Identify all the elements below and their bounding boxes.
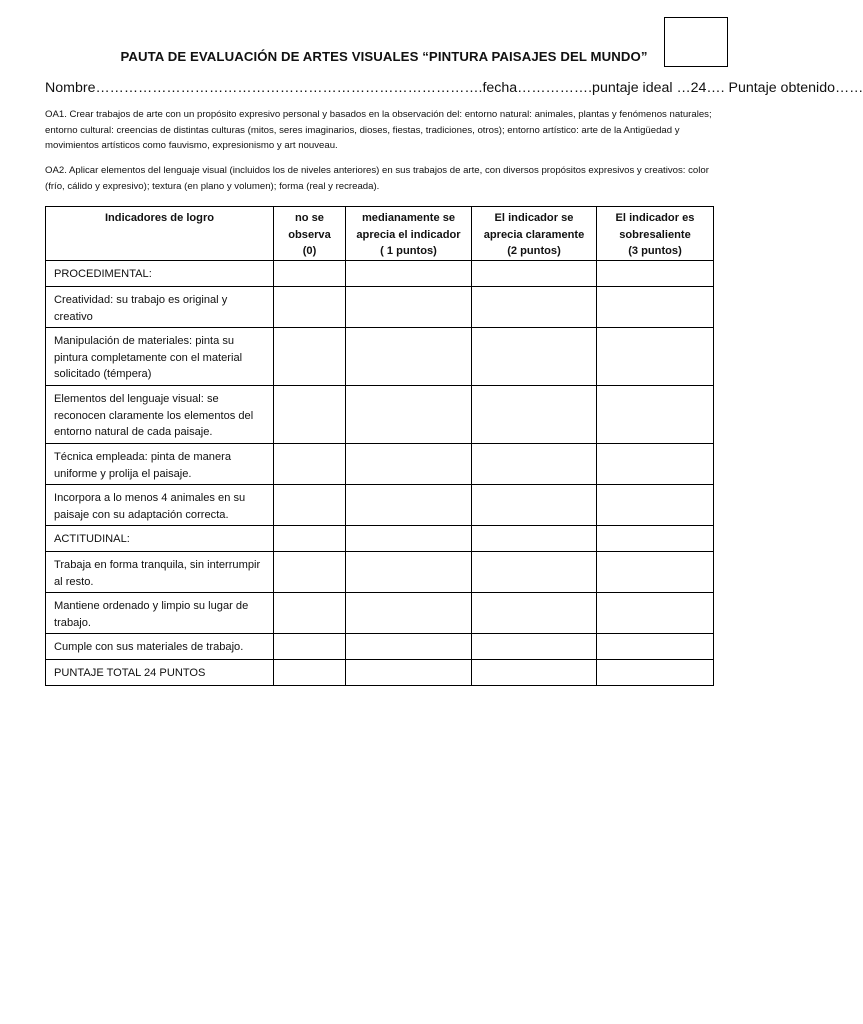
header-level-3 bbox=[597, 207, 714, 261]
indicator-label: PROCEDIMENTAL: bbox=[46, 261, 274, 287]
score-cell-0[interactable] bbox=[274, 287, 346, 328]
table-row bbox=[46, 485, 714, 526]
indicator-label: ACTITUDINAL: bbox=[46, 526, 274, 552]
score-cell-2[interactable] bbox=[472, 593, 597, 634]
table-row bbox=[46, 386, 714, 444]
indicator-label: PUNTAJE TOTAL 24 PUNTOS bbox=[46, 660, 274, 686]
indicator-label: Cumple con sus materiales de trabajo. bbox=[46, 634, 274, 660]
table-row bbox=[46, 660, 714, 686]
score-cell-0[interactable] bbox=[274, 261, 346, 287]
header-level-0 bbox=[274, 207, 346, 261]
score-cell-3[interactable] bbox=[597, 526, 714, 552]
score-cell-0[interactable] bbox=[274, 485, 346, 526]
objective-oa1: OA1. Crear trabajos de arte con un propósito expresivo personal y basados en la observación del: entorno natural: animales, plantas y fenómenos naturales; entorno cultural: creencias de distintas culturas (mitos, seres imaginarios, dioses, fiestas, tradiciones, otros); entorno artístico: arte de la Antigüedad y movimientos artísticos como fauvismo, expresionismo y art nouveau. bbox=[45, 109, 712, 151]
score-cell-2[interactable] bbox=[472, 444, 597, 485]
score-cell-2[interactable] bbox=[472, 287, 597, 328]
score-cell-1[interactable] bbox=[346, 444, 472, 485]
header-line: (0) bbox=[302, 245, 317, 257]
rubric-header-row bbox=[46, 207, 714, 261]
score-cell-3[interactable] bbox=[597, 261, 714, 287]
header-line: medianamente se bbox=[361, 212, 456, 224]
student-info-line: Nombre……………………………………………………………………….fecha…………….puntaje ideal …24…. Puntaje obtenido…… bbox=[45, 80, 863, 96]
score-cell-2[interactable] bbox=[472, 526, 597, 552]
header-line: sobresaliente bbox=[619, 228, 691, 241]
score-cell-1[interactable] bbox=[346, 552, 472, 593]
score-cell-2[interactable] bbox=[472, 485, 597, 526]
score-cell-1[interactable] bbox=[346, 287, 472, 328]
score-cell-0[interactable] bbox=[274, 328, 346, 386]
score-cell-0[interactable] bbox=[274, 386, 346, 444]
indicator-label: Manipulación de materiales: pinta su pintura completamente con el material solicitado (témpera) bbox=[46, 328, 274, 386]
table-row bbox=[46, 287, 714, 328]
indicator-label: Técnica empleada: pinta de manera uniforme y prolija el paisaje. bbox=[46, 444, 274, 485]
score-cell-1[interactable] bbox=[346, 261, 472, 287]
score-cell-1[interactable] bbox=[346, 526, 472, 552]
score-cell-3[interactable] bbox=[597, 287, 714, 328]
header-level-1 bbox=[346, 207, 472, 261]
header-line: El indicador es bbox=[615, 212, 695, 224]
score-cell-0[interactable] bbox=[274, 660, 346, 686]
table-row bbox=[46, 261, 714, 287]
header-line: El indicador se bbox=[494, 212, 574, 224]
score-cell-3[interactable] bbox=[597, 328, 714, 386]
indicator-label: Creatividad: su trabajo es original y creativo bbox=[46, 287, 274, 328]
score-cell-2[interactable] bbox=[472, 261, 597, 287]
score-cell-3[interactable] bbox=[597, 552, 714, 593]
header-line: (3 puntos) bbox=[628, 245, 682, 257]
score-cell-3[interactable] bbox=[597, 660, 714, 686]
score-cell-1[interactable] bbox=[346, 593, 472, 634]
score-cell-2[interactable] bbox=[472, 328, 597, 386]
header-line: Indicadores de logro bbox=[104, 212, 215, 224]
score-cell-0[interactable] bbox=[274, 526, 346, 552]
indicator-label: Elementos del lenguaje visual: se reconocen claramente los elementos del entorno natural de cada paisaje. bbox=[46, 386, 274, 444]
score-cell-0[interactable] bbox=[274, 634, 346, 660]
score-cell-3[interactable] bbox=[597, 634, 714, 660]
score-cell-3[interactable] bbox=[597, 386, 714, 444]
rubric-table bbox=[45, 206, 714, 686]
table-row bbox=[46, 634, 714, 660]
score-cell-2[interactable] bbox=[472, 386, 597, 444]
table-row bbox=[46, 444, 714, 485]
score-cell-1[interactable] bbox=[346, 485, 472, 526]
header-line: observa bbox=[288, 228, 331, 241]
table-row bbox=[46, 593, 714, 634]
score-cell-0[interactable] bbox=[274, 593, 346, 634]
table-row bbox=[46, 328, 714, 386]
page-title: PAUTA DE EVALUACIÓN DE ARTES VISUALES “PINTURA PAISAJES DEL MUNDO” bbox=[120, 49, 648, 64]
table-row bbox=[46, 526, 714, 552]
header-indicators bbox=[46, 207, 274, 261]
header-line: (2 puntos) bbox=[507, 245, 561, 257]
objective-oa2: OA2. Aplicar elementos del lenguaje visual (incluidos los de niveles anteriores) en sus trabajos de arte, con diversos propósitos expresivos y creativos: color (frío, cálido y expresivo); textura (en plano y volumen); forma (real y recreada). bbox=[45, 165, 709, 192]
score-cell-0[interactable] bbox=[274, 552, 346, 593]
header-line: no se bbox=[295, 212, 324, 224]
header-line: aprecia claramente bbox=[483, 228, 585, 241]
indicator-label: Incorpora a lo menos 4 animales en su paisaje con su adaptación correcta. bbox=[46, 485, 274, 526]
score-cell-1[interactable] bbox=[346, 660, 472, 686]
score-cell-1[interactable] bbox=[346, 386, 472, 444]
score-cell-2[interactable] bbox=[472, 634, 597, 660]
header-line: ( 1 puntos) bbox=[380, 245, 437, 257]
score-cell-2[interactable] bbox=[472, 552, 597, 593]
header-level-2 bbox=[472, 207, 597, 261]
header-line: aprecia el indicador bbox=[356, 228, 461, 241]
table-row bbox=[46, 552, 714, 593]
score-cell-0[interactable] bbox=[274, 444, 346, 485]
score-cell-1[interactable] bbox=[346, 328, 472, 386]
score-cell-3[interactable] bbox=[597, 485, 714, 526]
indicator-label: Mantiene ordenado y limpio su lugar de trabajo. bbox=[46, 593, 274, 634]
score-cell-2[interactable] bbox=[472, 660, 597, 686]
score-cell-3[interactable] bbox=[597, 444, 714, 485]
score-cell-1[interactable] bbox=[346, 634, 472, 660]
score-cell-3[interactable] bbox=[597, 593, 714, 634]
indicator-label: Trabaja en forma tranquila, sin interrumpir al resto. bbox=[46, 552, 274, 593]
